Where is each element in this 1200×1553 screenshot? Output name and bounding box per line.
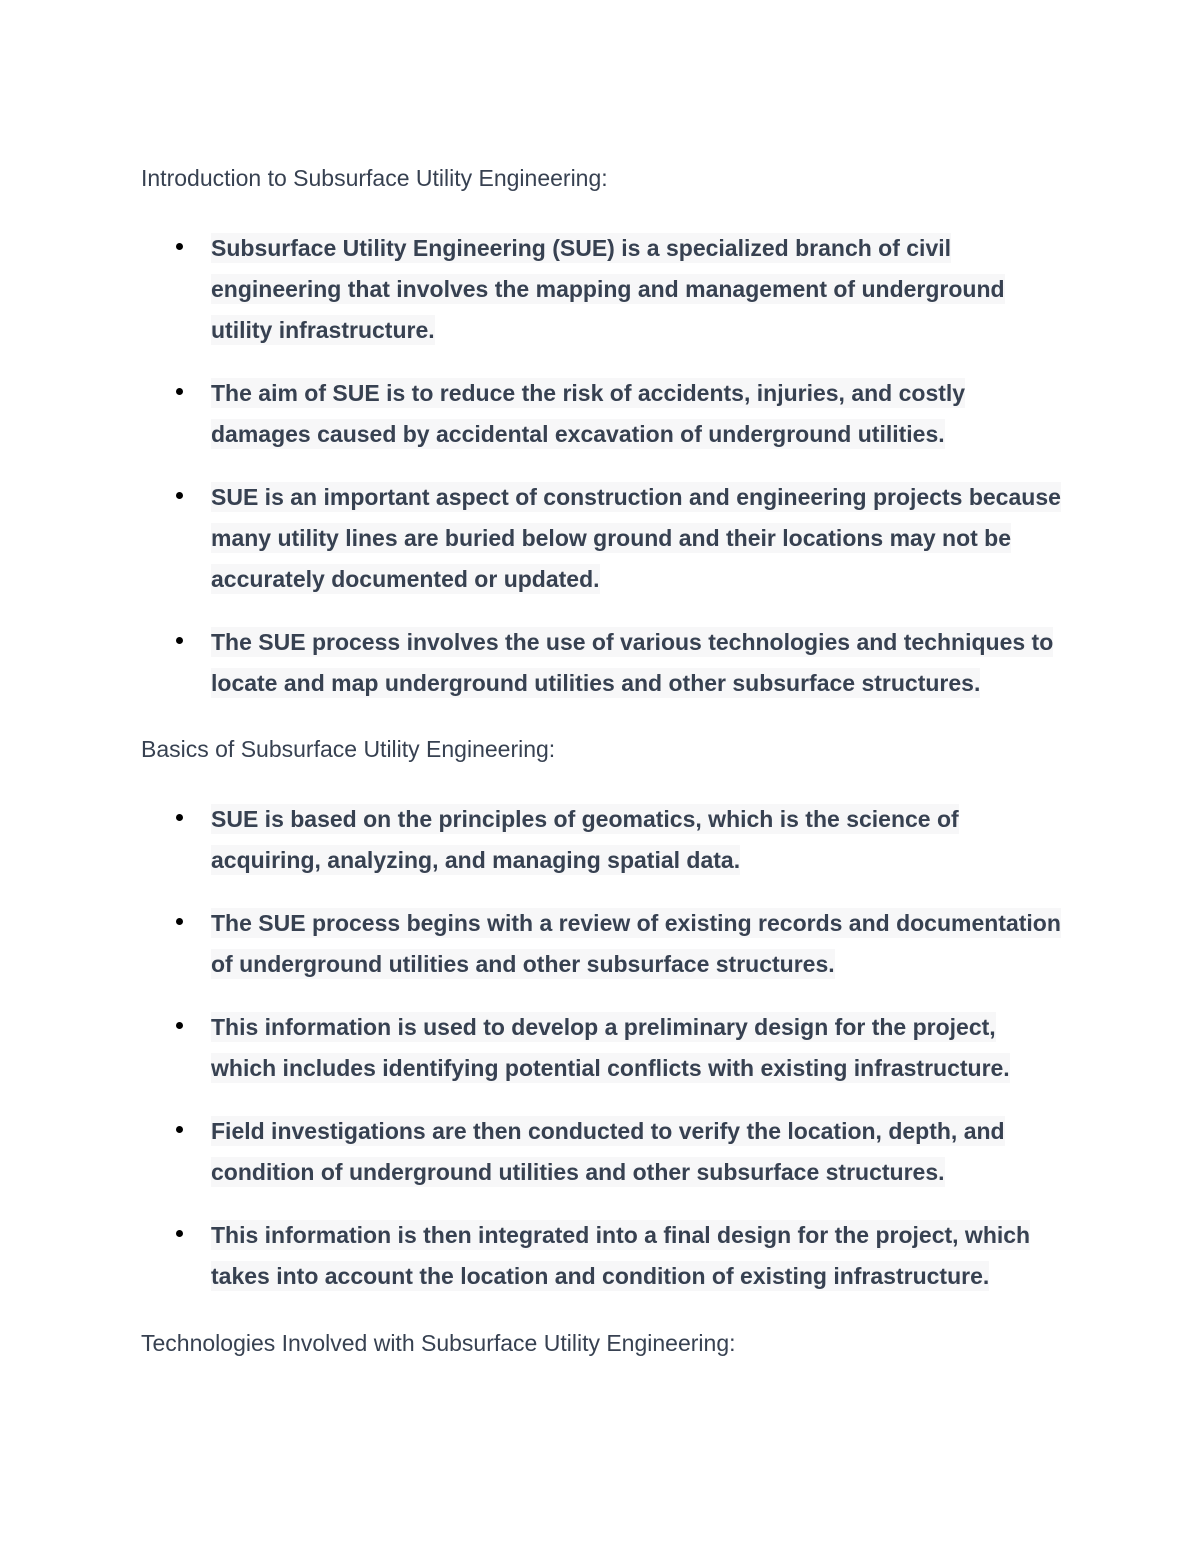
bullet-icon [176, 637, 183, 644]
bullet-icon [176, 492, 183, 499]
introduction-bullet-list [0, 228, 1200, 704]
list-item [0, 228, 1200, 351]
bullet-icon [176, 1022, 183, 1029]
bullet-text: The SUE process begins with a review of existing records and documentation of underground utilities and other subsurface structures. [211, 910, 1061, 977]
bullet-text: Field investigations are then conducted to verify the location, depth, and condition of underground utilities and other subsurface structures. [211, 1118, 1005, 1185]
list-item [0, 373, 1200, 455]
bullet-text: Subsurface Utility Engineering (SUE) is a specialized branch of civil engineering that involves the mapping and management of underground utility infrastructure. [211, 235, 1005, 343]
bullet-icon [176, 814, 183, 821]
list-item [0, 622, 1200, 704]
list-item [0, 799, 1200, 881]
bullet-text: The aim of SUE is to reduce the risk of accidents, injuries, and costly damages caused by accidental excavation of underground utilities. [211, 380, 966, 447]
section-heading-basics: Basics of Subsurface Utility Engineering: [141, 736, 556, 762]
bullet-icon [176, 243, 183, 250]
basics-bullet-list [0, 799, 1200, 1297]
list-item [0, 903, 1200, 985]
bullet-text: This information is then integrated into a final design for the project, which takes into account the location and condition of existing infrastructure. [211, 1222, 1031, 1289]
bullet-text: SUE is an important aspect of construction and engineering projects because many utility lines are buried below ground and their locations may not be accurately documented or updated. [211, 484, 1061, 592]
section-heading-introduction: Introduction to Subsurface Utility Engineering: [141, 165, 608, 191]
bullet-text: The SUE process involves the use of various technologies and techniques to locate and map underground utilities and other subsurface structures. [211, 629, 1054, 696]
bullet-icon [176, 918, 183, 925]
bullet-icon [176, 1126, 183, 1133]
bullet-icon [176, 388, 183, 395]
bullet-icon [176, 1230, 183, 1237]
section-heading-technologies: Technologies Involved with Subsurface Utility Engineering: [141, 1330, 736, 1356]
bullet-text: SUE is based on the principles of geomatics, which is the science of acquiring, analyzing, and managing spatial data. [211, 806, 959, 873]
list-item [0, 1007, 1200, 1089]
list-item [0, 1215, 1200, 1297]
list-item [0, 477, 1200, 600]
list-item [0, 1111, 1200, 1193]
bullet-text: This information is used to develop a preliminary design for the project, which includes identifying potential conflicts with existing infrastructure. [211, 1014, 1010, 1081]
